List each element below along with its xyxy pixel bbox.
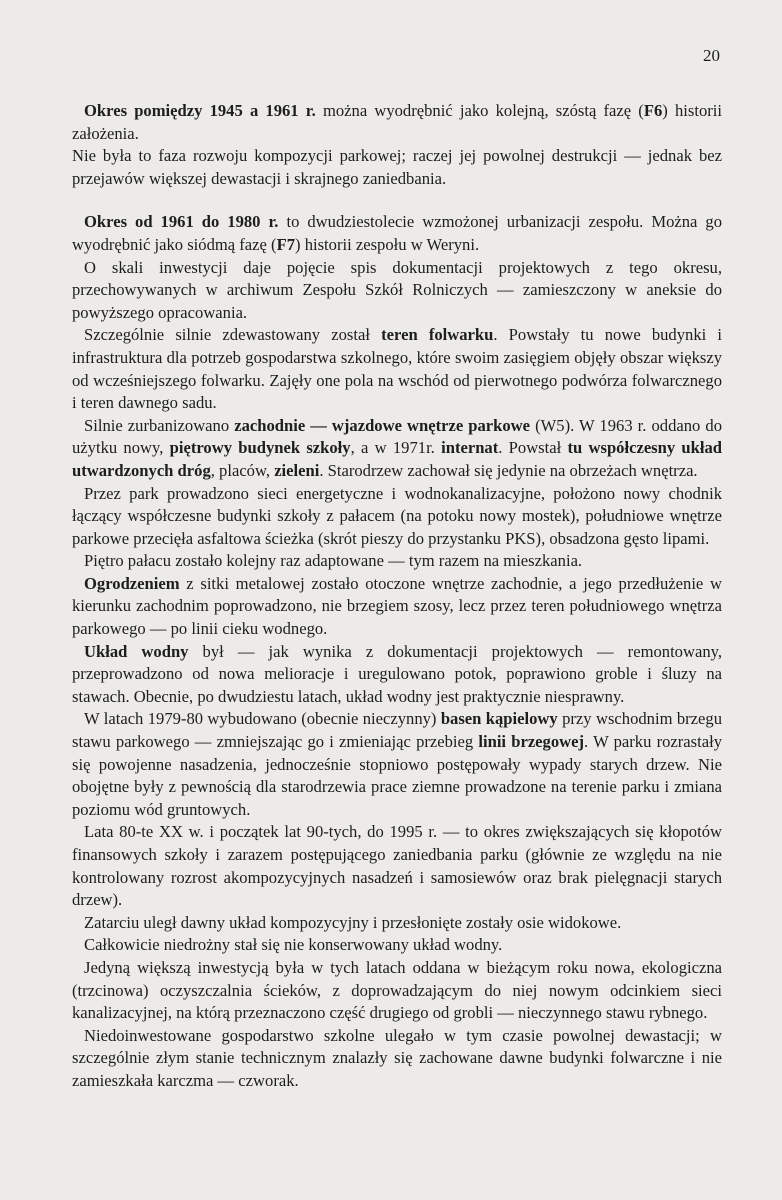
paragraph-urbanization bbox=[72, 415, 722, 483]
paragraph-treatment-plant bbox=[72, 957, 722, 1025]
bold-phrase: zieleni bbox=[274, 460, 320, 480]
bold-phrase: F6 bbox=[643, 101, 663, 120]
text-run: . Powstały tu nowe budynki i infrastruktura dla potrzeb gospodarstwa szkolnego, które swoim zasięgiem objęły obszar większy od wcześniejszego folwarku. Zajęły one pola na wschód od pierwotnego podwórza folwarcznego i teren dawnego sadu. bbox=[72, 325, 722, 413]
paragraph-phase-f6 bbox=[72, 100, 722, 145]
paragraph-farm bbox=[72, 324, 722, 414]
paragraph-farm-devastation bbox=[72, 1025, 722, 1093]
text-run: Całkowicie niedrożny stał się nie konserwowany układ wodny. bbox=[84, 935, 503, 955]
paragraph-phase-f7 bbox=[72, 211, 722, 256]
paragraph-water-system bbox=[72, 641, 722, 709]
bold-phrase: F7 bbox=[276, 234, 296, 254]
text-run: można wyodrębnić jako kolejną, szóstą fazę ( bbox=[315, 101, 644, 120]
text-run: ) historii założenia. bbox=[72, 101, 722, 143]
page-number: 20 bbox=[703, 46, 720, 65]
text-run: (W5). W 1963 r. oddano do użytku nowy, bbox=[72, 415, 722, 458]
text-run: przy wschodnim brzegu stawu parkowego — zmniejszając go i zmieniając przebieg bbox=[72, 709, 723, 752]
paragraph-composition-lost bbox=[72, 912, 722, 935]
paragraph-fencing bbox=[72, 573, 722, 641]
text-run: , placów, bbox=[210, 460, 275, 480]
paragraph-utilities bbox=[72, 483, 722, 551]
bold-phrase: tu współczesny układ utwardzonych dróg bbox=[72, 438, 723, 480]
text-run: ) historii zespołu w Weryni. bbox=[295, 234, 480, 254]
bold-phrase: Ogrodzeniem bbox=[84, 573, 180, 593]
bold-phrase: Okres pomiędzy 1945 a 1961 r. bbox=[84, 101, 316, 120]
paragraph-f6-description bbox=[72, 145, 722, 190]
text-run: Niedoinwestowane gospodarstwo szkolne ulegało w tym czasie powolnej dewastacji; w szczególnie złym stanie technicznym znalazły się zachowane dawne budynki folwarczne i nie zamieszkała karczma — czworak. bbox=[72, 1025, 722, 1090]
text-run: Przez park prowadzono sieci energetyczne i wodnokanalizacyjne, położono nowy chodnik łączący współczesne budynki szkoły z pałacem (na potoku nowy mostek), południowe wnętrze parkowe przecięła asfaltowa ścieżka (skrót pieszy do przystanku PKS), obsadzona gęsto lipami. bbox=[72, 483, 722, 548]
text-run: Nie była to faza rozwoju kompozycji parkowej; raczej jej powolnej destrukcji — jednak bez przejawów większej dewastacji i skrajnego zaniedbania. bbox=[72, 146, 722, 188]
bold-phrase: piętrowy budynek szkoły bbox=[169, 438, 351, 458]
body-text bbox=[72, 100, 722, 1093]
text-run: był — jak wynika z dokumentacji projektowych — remontowany, przeprowadzono od nowa melioracje i uregulowano potok, poprawiono groble i śluzy na stawach. Obecnie, po dwudziestu latach, układ wodny jest praktycznie niesprawny. bbox=[72, 641, 722, 706]
bold-phrase: Układ wodny bbox=[84, 641, 189, 661]
paragraph-palace-floor bbox=[72, 550, 722, 573]
text-run: , a w 1971r. bbox=[350, 438, 442, 458]
text-run: Szczególnie silnie zdewastowany został bbox=[84, 325, 382, 345]
bold-phrase: zachodnie — wjazdowe wnętrze parkowe bbox=[234, 415, 531, 435]
text-run: Zatarciu uległ dawny układ kompozycyjny i przesłonięte zostały osie widokowe. bbox=[84, 912, 622, 932]
text-run: Silnie zurbanizowano bbox=[84, 415, 235, 435]
bold-phrase: linii brzegowej bbox=[478, 732, 585, 752]
text-run: . Powstał bbox=[498, 438, 568, 458]
text-run: . W parku rozrastały się powojenne nasadzenia, jednocześnie stopniowo postępowały wypady starych drzew. Nie obojętne były z pewnością dla starodrzewia prace ziemne prowadzone na terenie parku i zmiana poziomu wód gruntowych. bbox=[72, 732, 722, 819]
bold-phrase: Okres od 1961 do 1980 r. bbox=[84, 212, 279, 232]
text-run: . Starodrzew zachował się jedynie na obrzeżach wnętrza. bbox=[319, 460, 698, 480]
paragraph-water-blocked bbox=[72, 934, 722, 957]
bold-phrase: internat bbox=[441, 438, 499, 458]
text-run: Lata 80-te XX w. i początek lat 90-tych, do 1995 r. — to okres zwiększających się kłopotów finansowych szkoły i zarazem postępującego zaniedbania parku (głównie ze względu na nie kontrolowany rozrost akompozycyjnych nasadzeń i samosiewów oraz brak pielęgnacji starych drzew). bbox=[72, 822, 722, 910]
paragraph-investments bbox=[72, 257, 722, 325]
paragraph-swimming-pool bbox=[72, 708, 722, 821]
paragraph-1980s bbox=[72, 821, 722, 911]
bold-phrase: basen kąpielowy bbox=[440, 709, 558, 729]
text-run: Jedyną większą inwestycją była w tych latach oddana w bieżącym roku nowa, ekologiczna (trzcinowa) oczyszczalnia ścieków, z doprowadzającym do niej nowym odcinkiem sieci kanalizacyjnej, na którą przeznaczono część drugiego od grobli — nieczynnego stawu rybnego. bbox=[72, 957, 722, 1023]
bold-phrase: teren folwarku bbox=[381, 325, 494, 345]
text-run: Piętro pałacu zostało kolejny raz adaptowane — tym razem na mieszkania. bbox=[84, 551, 583, 571]
text-run: to dwudziestolecie wzmożonej urbanizacji zespołu. Można go wyodrębnić jako siódmą fazę ( bbox=[72, 212, 723, 254]
text-run: z sitki metalowej zostało otoczone wnętrze zachodnie, a jego przedłużenie w kierunku zachodnim poprowadzono, nie brzegiem szosy, lecz przez teren południowego wnętrza parkowego — po linii cieku wodnego. bbox=[72, 573, 722, 639]
text-run: O skali inwestycji daje pojęcie spis dokumentacji projektowych z tego okresu, przechowywanych w archiwum Zespołu Szkół Rolniczych — zamieszczony w aneksie do powyższego opracowania. bbox=[72, 257, 722, 322]
text-run: W latach 1979-80 wybudowano (obecnie nieczynny) bbox=[84, 709, 441, 729]
